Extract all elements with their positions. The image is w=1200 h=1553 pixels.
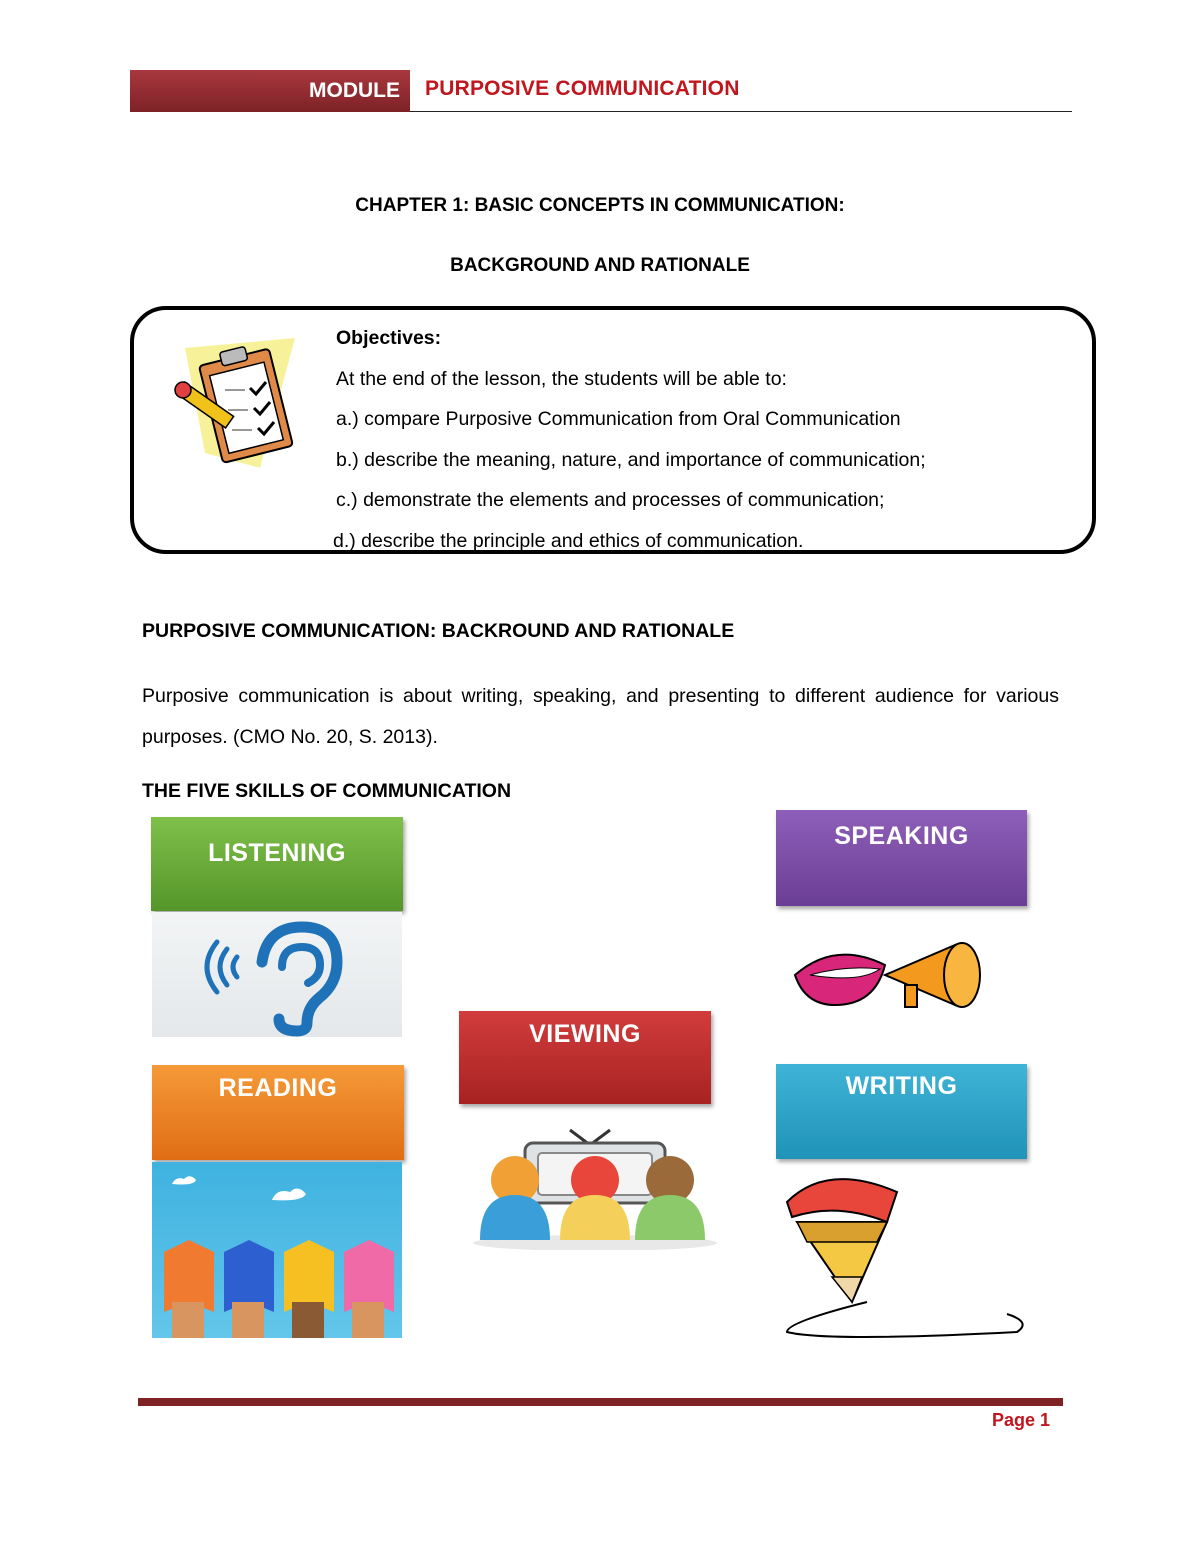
objective-item: d.) describe the principle and ethics of communication.: [333, 529, 804, 552]
ear-icon: [152, 912, 402, 1037]
megaphone-icon: [790, 935, 1005, 1020]
books-icon: [152, 1162, 402, 1338]
objective-item: a.) compare Purposive Communication from Oral Communication: [336, 408, 901, 431]
pencil-icon: [772, 1162, 1027, 1347]
skill-writing: WRITING: [776, 1064, 1027, 1159]
section-heading-skills: THE FIVE SKILLS OF COMMUNICATION: [142, 780, 512, 802]
section-heading-rationale: PURPOSIVE COMMUNICATION: BACKROUND AND RATIONALE: [142, 620, 735, 642]
page-number: Page 1: [992, 1410, 1051, 1430]
clipboard-icon: [165, 328, 305, 473]
skill-listening: LISTENING: [151, 817, 403, 911]
objectives-intro: At the end of the lesson, the students will be able to:: [336, 367, 787, 390]
section-paragraph: Purposive communication is about writing, speaking, and presenting to different audience for various purposes. (CMO No. 20, S. 2013).: [142, 685, 1059, 748]
header-divider: [410, 111, 1072, 112]
objectives-heading: Objectives:: [336, 327, 442, 349]
skill-speaking: SPEAKING: [776, 810, 1027, 906]
skill-viewing: VIEWING: [459, 1011, 711, 1104]
footer-divider: [138, 1398, 1063, 1406]
skill-reading: READING: [152, 1065, 404, 1160]
objective-item: b.) describe the meaning, nature, and importance of communication;: [336, 448, 926, 471]
module-label: MODULE: [130, 70, 410, 112]
module-title: PURPOSIVE COMMUNICATION: [425, 77, 740, 100]
chapter-subtitle: BACKGROUND AND RATIONALE: [450, 255, 750, 276]
tv-viewing-icon: [470, 1125, 720, 1255]
chapter-title: CHAPTER 1: BASIC CONCEPTS IN COMMUNICATION:: [355, 195, 845, 216]
objectives-list: [333, 318, 926, 562]
objective-item: c.) demonstrate the elements and processes of communication;: [336, 489, 885, 512]
